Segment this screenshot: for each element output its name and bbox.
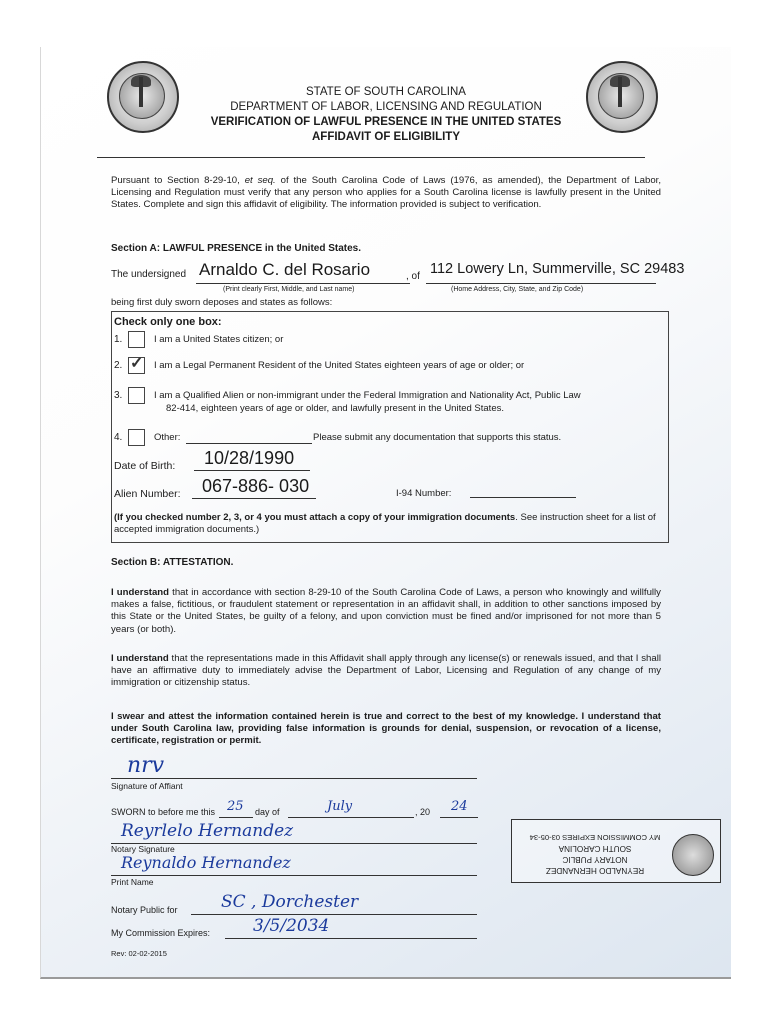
sworn-month-value[interactable]: July [327, 799, 353, 814]
stamp-line-3: SOUTH CAROLINA [558, 844, 632, 853]
address-hint: (Home Address, City, State, and Zip Code) [451, 286, 584, 293]
p2-rest: that the representations made in this Affidavit shall apply through any license(s) or renewals issued, and that I shall have an affirmative duty to immediately advise the Department of Labor, Licensing and Regulation of any change of my immigration or citizenship status. [111, 653, 661, 689]
sworn-year-value[interactable]: 24 [451, 799, 468, 814]
intro-paragraph [111, 175, 661, 212]
sworn-statement: being first duly sworn deposes and states as follows: [111, 297, 333, 308]
option-4-checkbox[interactable] [128, 429, 145, 446]
i94-line[interactable] [470, 497, 576, 498]
header-title: VERIFICATION OF LAWFUL PRESENCE IN THE UNITED STATES [210, 116, 562, 128]
dob-line [194, 470, 310, 471]
home-address-line [426, 283, 656, 284]
state-seal-left [107, 61, 179, 133]
check-one-title: Check only one box: [114, 316, 222, 328]
sworn-month-line [288, 817, 414, 818]
option-1-text: I am a United States citizen; or [154, 334, 284, 345]
commission-value[interactable]: 3/5/2034 [253, 916, 330, 936]
intro-part1: Pursuant to Section 8-29-10, [111, 175, 245, 186]
sworn-year-line [440, 817, 478, 818]
sworn-year-prefix: , 20 [415, 807, 431, 817]
p1-bold: I understand [111, 587, 170, 598]
section-a-title: Section A: LAWFUL PRESENCE in the United States. [111, 243, 362, 254]
alien-number-label: Alien Number: [114, 488, 181, 500]
note-bold: (If you checked number 2, 3, or 4 you must attach a copy of your immigration documents [114, 512, 516, 523]
sworn-day-value[interactable]: 25 [227, 799, 244, 814]
affidavit-page [40, 47, 731, 979]
option-4-number: 4. [114, 432, 123, 443]
day-of-label: day of [255, 807, 280, 817]
option-2-checkmark: ✓ [130, 355, 144, 372]
option-2-text: I am a Legal Permanent Resident of the United States eighteen years of age or older; or [154, 360, 525, 371]
p2-bold: I understand [111, 653, 169, 664]
notary-stamp-seal [672, 834, 714, 876]
status-checkbox-panel [111, 311, 669, 543]
header-state: STATE OF SOUTH CAROLINA [306, 86, 466, 98]
header-subtitle: AFFIDAVIT OF ELIGIBILITY [311, 131, 460, 143]
affiant-signature-label: Signature of Affiant [111, 781, 183, 791]
attestation-paragraph-1 [111, 587, 661, 636]
header-department: DEPARTMENT OF LABOR, LICENSING AND REGULATION [230, 101, 542, 113]
print-name-label: Print Name [111, 877, 154, 887]
print-name-value[interactable]: Reynaldo Hernandez [121, 853, 291, 872]
notary-for-label: Notary Public for [111, 905, 178, 915]
notary-for-line [191, 914, 477, 915]
affiant-signature-line [111, 778, 477, 779]
p1-rest: that in accordance with section 8-29-10 of the South Carolina Code of Laws, a person who knowingly and willfully makes a false, fictitious, or fraudulent statement or representation in an affidavit shall, in addition to other sanctions imposed by this State or the United States, be guilty of a felony, and upon conviction must be fined and/or imprisoned for not more than 5 years (or both). [111, 587, 661, 635]
option-4-note: Please submit any documentation that supports this status. [313, 432, 562, 443]
option-1-checkbox[interactable] [128, 331, 145, 348]
attestation-paragraph-3: I swear and attest the information contained herein is true and correct to the best of my knowledge. I understand that under South Carolina law, providing false information is grounds for denial, suspension, or revocation of a license, certificate, registration or permit. [111, 711, 661, 747]
option-3-text: I am a Qualified Alien or non-immigrant under the Federal Immigration and Nationality Act, Public Law [154, 390, 581, 401]
name-hint: (Print clearly First, Middle, and Last name) [223, 286, 355, 293]
header-divider [97, 157, 645, 158]
notary-signature[interactable]: Reyrlelo Hernandez [121, 821, 294, 841]
sworn-day-line [219, 817, 253, 818]
i94-label: I-94 Number: [396, 488, 452, 499]
option-1-number: 1. [114, 334, 123, 345]
of-label: , of [406, 271, 420, 282]
section-b-title: Section B: ATTESTATION. [111, 557, 234, 568]
stamp-line-4: MY COMMISSION EXPIRES 03-05-34 [529, 833, 661, 842]
dob-value[interactable]: 10/28/1990 [204, 448, 295, 468]
other-status-line[interactable] [186, 443, 312, 444]
option-3-text-cont: 82-414, eighteen years of age or older, and lawfully present in the United States. [166, 403, 504, 414]
affiant-signature[interactable]: nrv [127, 753, 165, 778]
notary-stamp-text [520, 832, 670, 876]
note-rest: . See instruction sheet for a list of accepted immigration documents.) [114, 512, 656, 535]
option-2-number: 2. [114, 360, 123, 371]
home-address-value[interactable]: 112 Lowery Ln, Summerville, SC 29483 [430, 261, 685, 277]
commission-label: My Commission Expires: [111, 928, 211, 938]
undersigned-label: The undersigned [111, 269, 187, 280]
alien-number-line [192, 498, 316, 499]
affiant-name-value[interactable]: Arnaldo C. del Rosario [199, 260, 371, 279]
attestation-paragraph-2 [111, 653, 661, 690]
stamp-line-2: NOTARY PUBLIC [562, 855, 628, 864]
sworn-label: SWORN to before me this [111, 807, 216, 817]
notary-stamp [511, 819, 721, 883]
commission-line [225, 938, 477, 939]
option-3-number: 3. [114, 390, 123, 401]
notary-for-value[interactable]: SC , Dorchester [221, 892, 359, 912]
revision-label: Rev: 02-02-2015 [111, 949, 167, 958]
option-4-label: Other: [154, 432, 181, 443]
notary-signature-label: Notary Signature [111, 844, 175, 854]
immigration-docs-note [114, 512, 662, 536]
intro-etseq: et seq. [244, 175, 276, 186]
alien-number-value[interactable]: 067-886- 030 [202, 476, 310, 496]
dob-label: Date of Birth: [114, 460, 176, 472]
intro-part2: of the South Carolina Code of Laws (1976, as amended), the Department of Labor, Licensing and Regulation must verify that any person who applies for a South Carolina license is lawfully present in the United States. Complete and sign this affidavit of eligibility. The information provided is subject to verification. [111, 175, 661, 211]
affiant-name-line [196, 283, 410, 284]
option-3-checkbox[interactable] [128, 387, 145, 404]
stamp-line-1: REYNALDO HERNANDEZ [545, 866, 645, 875]
print-name-line [111, 875, 477, 876]
